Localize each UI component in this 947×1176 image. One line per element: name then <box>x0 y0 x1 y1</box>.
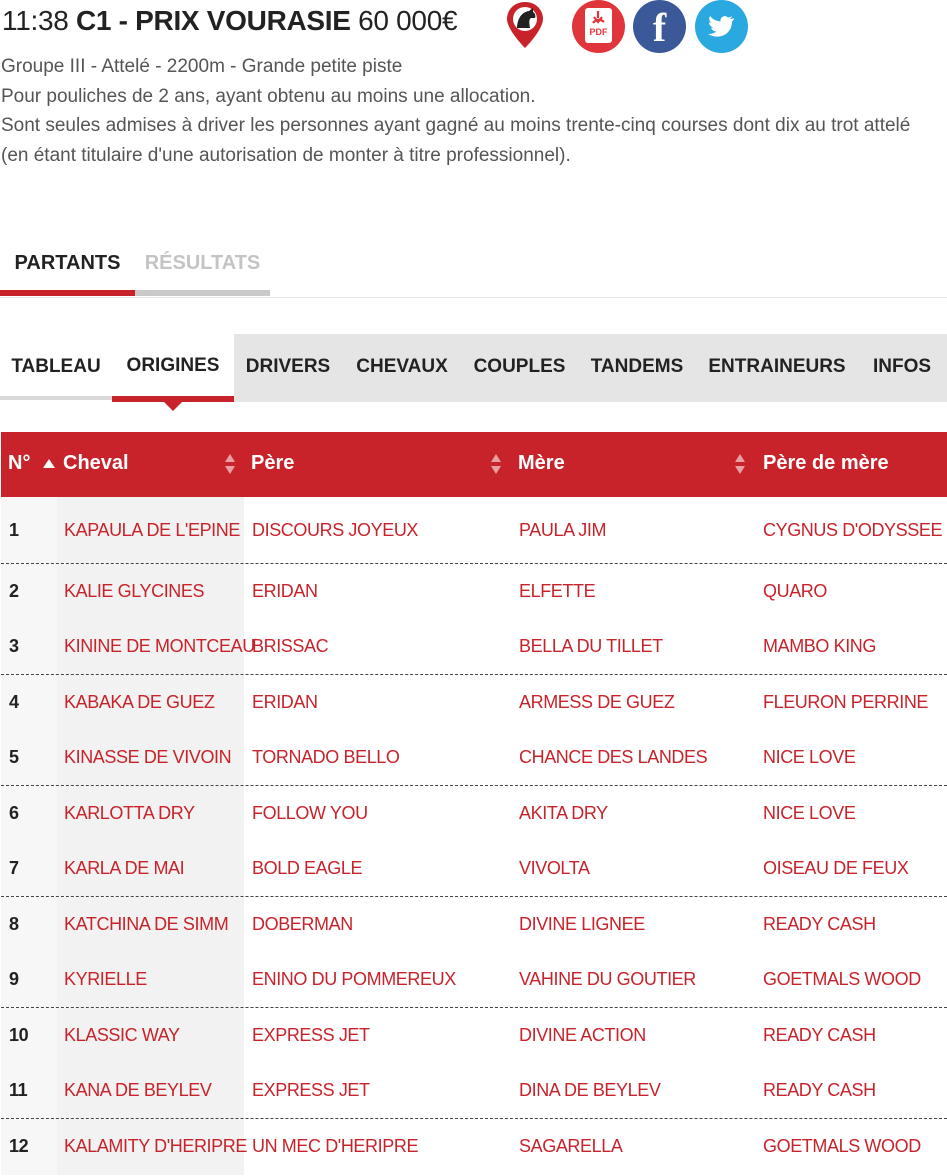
tab-origines[interactable]: ORIGINES <box>112 334 234 402</box>
sort-asc-icon <box>43 459 55 468</box>
cell-horse-link[interactable]: KABAKA DE GUEZ <box>64 692 215 712</box>
table-row <box>1 619 947 675</box>
facebook-icon: f <box>652 5 667 50</box>
cell-sire-link[interactable]: BOLD EAGLE <box>252 857 363 878</box>
cell-sire-link[interactable]: FOLLOW YOU <box>252 803 368 823</box>
table-row <box>1 730 947 786</box>
cell-dam-link[interactable]: DINA DE BEYLEV <box>519 1079 661 1100</box>
map-pin-horse-icon[interactable] <box>502 0 548 50</box>
race-driver-rule-line-2: (en étant titulaire d'une autorisation de monter à titre professionnel). <box>1 144 571 166</box>
cell-sire-link[interactable]: BRISSAC <box>252 635 329 656</box>
tab-tableau[interactable]: TABLEAU <box>0 334 112 402</box>
facebook-share-button[interactable] <box>633 0 686 53</box>
cell-num: 4 <box>9 692 19 712</box>
cell-sire-link[interactable]: TORNADO BELLO <box>252 746 400 767</box>
cell-dam-link[interactable]: CHANCE DES LANDES <box>519 746 708 767</box>
cell-horse-link[interactable]: KANA DE BEYLEV <box>64 1079 212 1100</box>
cell-dam-sire-link[interactable]: OISEAU DE FEUX <box>763 857 909 878</box>
race-prize: 60 000€ <box>358 5 458 36</box>
cell-dam-sire-link[interactable]: READY CASH <box>763 1079 876 1100</box>
table-row <box>1 1118 947 1175</box>
cell-dam-sire-link[interactable]: GOETMALS WOOD <box>763 968 921 989</box>
cell-sire-link[interactable]: EXPRESS JET <box>252 1025 370 1045</box>
cell-horse-link[interactable]: KLASSIC WAY <box>64 1025 180 1045</box>
cell-num: 1 <box>9 520 19 540</box>
cell-num: 8 <box>9 914 19 934</box>
tab-tableau-underline <box>0 396 112 400</box>
cell-sire-link[interactable]: UN MEC D'HERIPRE <box>252 1136 419 1156</box>
tab-tandems[interactable]: TANDEMS <box>590 356 684 377</box>
cell-dam-link[interactable]: DIVINE LIGNEE <box>519 914 645 934</box>
cell-dam-link[interactable]: PAULA JIM <box>519 520 607 540</box>
cell-horse-link[interactable]: KYRIELLE <box>64 968 147 989</box>
cell-num: 12 <box>9 1136 29 1156</box>
cell-dam-link[interactable]: BELLA DU TILLET <box>519 635 663 656</box>
cell-num: 2 <box>9 581 19 601</box>
tab-entraineurs[interactable]: ENTRAINEURS <box>708 356 846 377</box>
cell-horse-link[interactable]: KALIE GLYCINES <box>64 581 205 601</box>
cell-dam-sire-link[interactable]: NICE LOVE <box>763 746 856 767</box>
cell-horse-link[interactable]: KINASSE DE VIVOIN <box>64 746 232 767</box>
cell-horse-link[interactable]: KALAMITY D'HERIPRE <box>64 1136 247 1156</box>
cell-dam-link[interactable]: VIVOLTA <box>519 857 590 878</box>
cell-horse-link[interactable]: KARLOTTA DRY <box>64 803 195 823</box>
race-header <box>0 0 947 52</box>
race-time: 11:38 <box>2 5 69 36</box>
tab-drivers[interactable]: DRIVERS <box>245 356 331 377</box>
cell-num: 3 <box>9 635 19 656</box>
primary-tabs <box>0 240 947 298</box>
cell-horse-link[interactable]: KININE DE MONTCEAU <box>64 635 255 656</box>
twitter-share-button[interactable] <box>695 0 748 53</box>
cell-sire-link[interactable]: ERIDAN <box>252 692 318 712</box>
tab-couples[interactable]: COUPLES <box>473 356 566 377</box>
table-row <box>1 896 947 953</box>
cell-dam-link[interactable]: VAHINE DU GOUTIER <box>519 968 696 989</box>
cell-sire-link[interactable]: EXPRESS JET <box>252 1079 370 1100</box>
race-driver-rule-line: Sont seules admises à driver les personnes ayant gagné au moins trente-cinq courses dont dix au trot attelé <box>1 115 911 136</box>
origines-table <box>1 432 947 1156</box>
cell-dam-link[interactable]: AKITA DRY <box>519 803 608 823</box>
cell-num: 6 <box>9 803 19 823</box>
col-header-sire[interactable]: Père <box>251 452 295 474</box>
tab-resultats[interactable]: RÉSULTATS <box>135 240 270 296</box>
table-row <box>1 1007 947 1064</box>
cell-num: 5 <box>9 746 19 767</box>
sort-icon[interactable] <box>225 454 235 476</box>
pdf-button[interactable] <box>572 0 625 53</box>
cell-sire-link[interactable]: ERIDAN <box>252 581 318 601</box>
cell-sire-link[interactable]: DOBERMAN <box>252 914 353 934</box>
table-header <box>1 432 947 497</box>
table-row <box>1 841 947 897</box>
cell-dam-sire-link[interactable]: MAMBO KING <box>763 635 877 656</box>
cell-dam-sire-link[interactable]: CYGNUS D'ODYSSEE <box>763 520 943 540</box>
tab-partants[interactable]: PARTANTS <box>0 240 135 296</box>
secondary-tabs <box>0 334 947 402</box>
table-row <box>1 497 947 563</box>
cell-dam-link[interactable]: SAGARELLA <box>519 1136 623 1156</box>
cell-dam-sire-link[interactable]: NICE LOVE <box>763 803 856 823</box>
cell-dam-sire-link[interactable]: FLEURON PERRINE <box>763 692 929 712</box>
table-row <box>1 952 947 1008</box>
cell-dam-sire-link[interactable]: READY CASH <box>763 914 876 934</box>
race-name: C1 - PRIX VOURASIE <box>75 5 351 36</box>
cell-dam-link[interactable]: DIVINE ACTION <box>519 1025 646 1045</box>
cell-sire-link[interactable]: ENINO DU POMMEREUX <box>252 968 456 989</box>
cell-sire-link[interactable]: DISCOURS JOYEUX <box>252 520 419 540</box>
acrobat-glyph-icon <box>585 8 612 28</box>
cell-num: 9 <box>9 968 19 989</box>
twitter-icon <box>695 0 748 53</box>
cell-num: 10 <box>9 1025 29 1045</box>
race-conditions-line: Groupe III - Attelé - 2200m - Grande petite piste <box>1 56 403 77</box>
sort-icon[interactable] <box>491 454 501 476</box>
cell-dam-link[interactable]: ELFETTE <box>519 581 596 601</box>
col-header-num[interactable]: N° <box>8 452 31 474</box>
tab-infos[interactable]: INFOS <box>872 356 932 377</box>
pdf-label: PDF <box>589 27 608 37</box>
cell-horse-link[interactable]: KATCHINA DE SIMM <box>64 914 229 934</box>
pdf-icon <box>585 8 612 43</box>
table-row <box>1 563 947 620</box>
table-row <box>1 785 947 842</box>
cell-num: 11 <box>9 1079 28 1100</box>
cell-dam-link[interactable]: ARMESS DE GUEZ <box>519 692 675 712</box>
cell-dam-sire-link[interactable]: QUARO <box>763 581 828 601</box>
sort-icon[interactable] <box>735 454 745 476</box>
cell-horse-link[interactable]: KARLA DE MAI <box>64 857 185 878</box>
tab-chevaux[interactable]: CHEVAUX <box>356 356 448 377</box>
table-row <box>1 1063 947 1119</box>
cell-num: 7 <box>9 857 19 878</box>
cell-dam-sire-link[interactable]: READY CASH <box>763 1025 876 1045</box>
table-row <box>1 674 947 731</box>
race-eligibility-line: Pour pouliches de 2 ans, ayant obtenu au moins une allocation. <box>1 85 536 107</box>
active-tab-caret-icon <box>162 400 184 411</box>
col-header-dam[interactable]: Mère <box>518 452 565 474</box>
cell-horse-link[interactable]: KAPAULA DE L'EPINE <box>64 520 240 540</box>
col-header-horse[interactable]: Cheval <box>63 452 129 474</box>
race-description <box>1 52 946 170</box>
cell-dam-sire-link[interactable]: GOETMALS WOOD <box>763 1136 921 1156</box>
col-header-dam-sire: Père de mère <box>763 452 889 474</box>
race-title <box>2 4 457 38</box>
